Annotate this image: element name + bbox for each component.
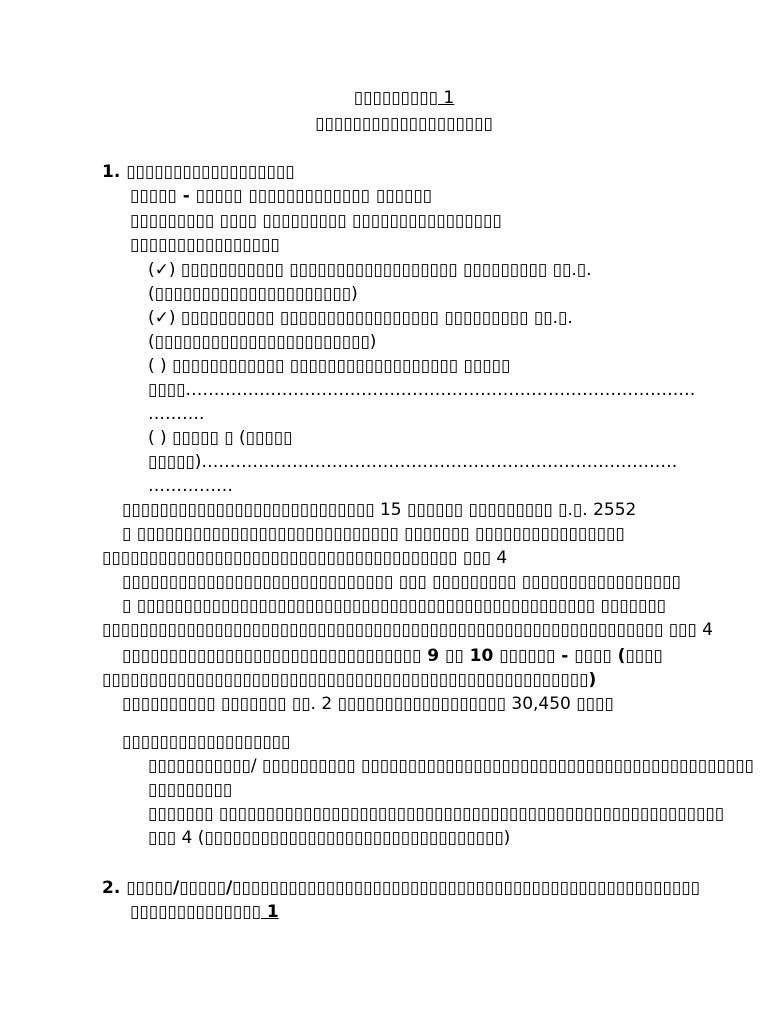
duty-line3: ▯▯▯▯▯▯▯ ▯▯▯▯▯▯▯▯▯▯▯▯▯▯▯▯▯▯▯▯▯▯▯▯▯▯▯▯▯▯▯▯▯▯▯▯▯▯▯▯▯▯▯▯▯▯▯▯▯▯▯▯▯▯ (148, 804, 725, 824)
option-2 (148, 306, 573, 330)
para2-line3: ▯▯▯▯▯▯▯▯▯▯▯▯▯▯▯▯▯▯▯▯▯▯▯▯▯▯▯▯▯▯▯▯▯▯▯▯▯▯▯▯▯▯▯▯▯▯▯▯▯▯▯▯▯▯▯▯▯▯▯▯ ▯▯▯ 4 (102, 620, 713, 640)
option-3-note: ▯▯▯▯……………………………………………………………………………… (148, 380, 696, 400)
option-3 (148, 354, 510, 378)
section2-heading: 2. ▯▯▯▯▯/▯▯▯▯▯/▯▯▯▯▯▯▯▯▯▯▯▯▯▯▯▯▯▯▯▯▯▯▯▯▯▯▯▯▯▯▯▯▯▯▯▯▯▯▯▯▯▯▯▯▯▯▯▯▯▯ (102, 878, 700, 898)
para1-line2: ▯ ▯▯▯▯▯▯▯▯▯▯▯▯▯▯▯▯▯▯▯▯▯▯▯▯▯▯▯▯ ▯▯▯▯▯▯▯ ▯▯▯▯▯▯▯▯▯▯▯▯▯▯▯▯ (122, 524, 625, 544)
para3-line1: ▯▯▯▯▯▯▯▯▯▯▯▯▯▯▯▯▯▯▯▯▯▯▯▯▯▯▯▯▯▯▯▯ 9 ▯▯ 10 ▯▯▯▯▯▯ - ▯▯▯▯ (▯▯▯▯ (122, 646, 663, 666)
option-text: ▯▯▯▯▯▯▯▯▯▯ ▯▯▯▯▯▯▯▯▯▯▯▯▯▯▯▯▯ ▯▯▯▯▯▯▯▯▯ ▯▯.▯. (180, 308, 573, 328)
option-text: ▯▯▯▯▯▯▯▯▯▯▯▯ ▯▯▯▯▯▯▯▯▯▯▯▯▯▯▯▯▯▯ ▯▯▯▯▯ (172, 356, 511, 376)
para2-line1: ▯▯▯▯▯▯▯▯▯▯▯▯▯▯▯▯▯▯▯▯▯▯▯▯▯▯▯▯▯ ▯▯▯ ▯▯▯▯▯▯▯▯▯ ▯▯▯▯▯▯▯▯▯▯▯▯▯▯▯▯▯ (122, 572, 681, 592)
option-text: ▯▯▯▯▯ ▯ (▯▯▯▯▯ (172, 428, 293, 448)
name-text: ▯▯▯▯▯ - ▯▯▯▯▯ ▯▯▯▯▯▯▯▯▯▯▯▯▯ ▯▯▯▯▯▯ (130, 186, 433, 206)
salary-line: ▯▯▯▯▯▯▯▯▯▯ ▯▯▯▯▯▯▯ ▯▯. 2 ▯▯▯▯▯▯▯▯▯▯▯▯▯▯▯▯▯▯ 30,450 ▯▯▯▯ (122, 694, 614, 714)
para2-line2: ▯ ▯▯▯▯▯▯▯▯▯▯▯▯▯▯▯▯▯▯▯▯▯▯▯▯▯▯▯▯▯▯▯▯▯▯▯▯▯▯▯▯▯▯▯▯▯▯▯▯▯ ▯▯▯▯▯▯▯ (122, 596, 667, 616)
option-1 (148, 258, 592, 282)
position-line: ▯▯▯▯▯▯▯▯▯ ▯▯▯▯ ▯▯▯▯▯▯▯▯▯ ▯▯▯▯▯▯▯▯▯▯▯▯▯▯▯▯ (130, 211, 502, 231)
option-text: ▯▯▯▯▯▯▯▯▯▯▯ ▯▯▯▯▯▯▯▯▯▯▯▯▯▯▯▯▯▯ ▯▯▯▯▯▯▯▯▯ ▯▯.▯. (180, 260, 592, 280)
option-1-note: (▯▯▯▯▯▯▯▯▯▯▯▯▯▯▯▯▯▯▯▯▯) (148, 284, 358, 304)
duty-line4: ▯▯▯ 4 (▯▯▯▯▯▯▯▯▯▯▯▯▯▯▯▯▯▯▯▯▯▯▯▯▯▯▯▯▯▯▯▯) (148, 828, 511, 848)
checkbox-mark: ( ) (148, 428, 167, 448)
option-4 (148, 426, 292, 450)
status-label: ▯▯▯▯▯▯▯▯▯▯▯▯▯▯▯▯ (130, 235, 280, 255)
option-4-note-cont: …………… (148, 476, 233, 496)
option-3-note-cont: ………. (148, 404, 205, 424)
duty-line1: ▯▯▯▯▯▯▯▯▯▯▯/ ▯▯▯▯▯▯▯▯▯▯ ▯▯▯▯▯▯▯▯▯▯▯▯▯▯▯▯▯▯▯▯▯▯▯▯▯▯▯▯▯▯▯▯▯▯▯▯▯▯▯▯▯▯ (148, 756, 754, 776)
checkbox-mark: ( ) (148, 356, 167, 376)
para1-line3: ▯▯▯▯▯▯▯▯▯▯▯▯▯▯▯▯▯▯▯▯▯▯▯▯▯▯▯▯▯▯▯▯▯▯▯▯▯▯ ▯▯▯ 4 (102, 548, 508, 568)
document-subtitle: ▯▯▯▯▯▯▯▯▯▯▯▯▯▯▯▯▯▯▯ (315, 114, 493, 134)
document-title: ▯▯▯▯▯▯▯▯▯ 1 (353, 88, 455, 108)
option-2-note: (▯▯▯▯▯▯▯▯▯▯▯▯▯▯▯▯▯▯▯▯▯▯▯) (148, 332, 377, 352)
checkbox-mark: (✓) (148, 308, 176, 328)
option-4-note: ▯▯▯▯▯)………………………………………………………………………… (148, 452, 678, 472)
duty-line2: ▯▯▯▯▯▯▯▯▯ (148, 780, 233, 800)
section2-sub: ▯▯▯▯▯▯▯▯▯▯▯▯▯▯ 1 (130, 902, 279, 922)
section1-heading: 1. ▯▯▯▯▯▯▯▯▯▯▯▯▯▯▯▯▯▯ (102, 162, 295, 182)
checkbox-mark: (✓) (148, 260, 176, 280)
para3-line2: ▯▯▯▯▯▯▯▯▯▯▯▯▯▯▯▯▯▯▯▯▯▯▯▯▯▯▯▯▯▯▯▯▯▯▯▯▯▯▯▯▯▯▯▯▯▯▯▯▯▯▯▯) (102, 670, 597, 690)
name-line (130, 184, 432, 208)
para1-line1: ▯▯▯▯▯▯▯▯▯▯▯▯▯▯▯▯▯▯▯▯▯▯▯▯▯▯▯ 15 ▯▯▯▯▯▯ ▯▯▯▯▯▯▯▯▯ ▯.▯. 2552 (122, 500, 637, 520)
duty-label: ▯▯▯▯▯▯▯▯▯▯▯▯▯▯▯▯▯▯ (122, 732, 291, 752)
